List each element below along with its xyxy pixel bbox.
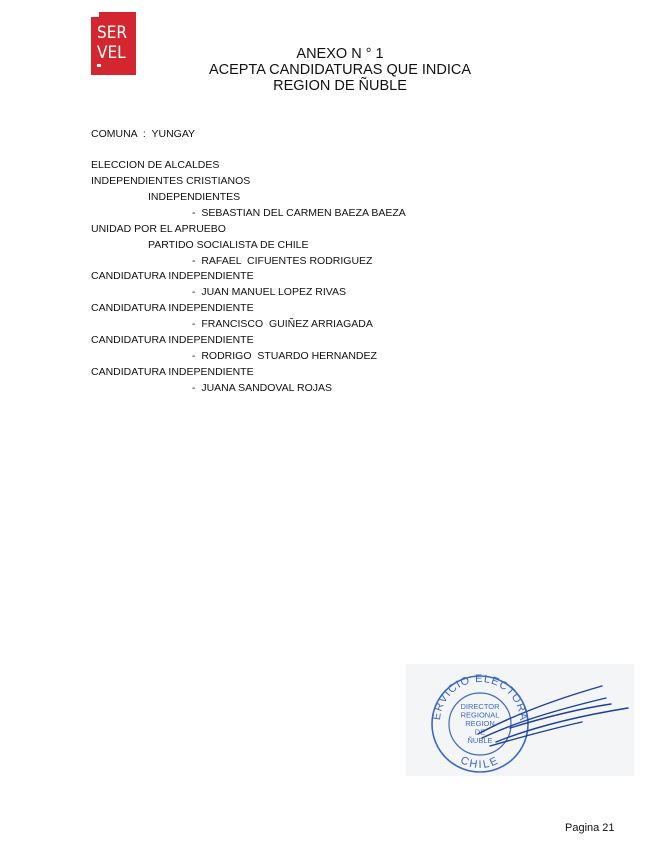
candidate-name: - RODRIGO STUARDO HERNANDEZ bbox=[192, 349, 377, 362]
pact-name: CANDIDATURA INDEPENDIENTE bbox=[91, 270, 254, 283]
stamp-center-line: DIRECTOR bbox=[460, 702, 500, 711]
signature bbox=[478, 686, 628, 746]
logo-underline bbox=[97, 64, 101, 67]
pact-name: UNIDAD POR EL APRUEBO bbox=[91, 222, 226, 235]
pact-name: CANDIDATURA INDEPENDIENTE bbox=[91, 302, 254, 315]
stamp-ring-bottom: CHILE bbox=[458, 754, 502, 772]
stamp-signature-area bbox=[406, 664, 634, 776]
candidate-name: - JUANA SANDOVAL ROJAS bbox=[192, 381, 333, 394]
candidate-name: - SEBASTIAN DEL CARMEN BAEZA BAEZA bbox=[192, 206, 406, 219]
annex-subtitle: ACEPTA CANDIDATURAS QUE INDICA bbox=[208, 62, 472, 78]
stamp-center-line: REGION bbox=[465, 719, 495, 728]
stamp-center-line: DE bbox=[474, 727, 486, 737]
logo-line-1: SER bbox=[97, 23, 127, 43]
stamp-center-line: ÑUBLE bbox=[467, 736, 493, 745]
svg-text:CHILE bbox=[458, 754, 501, 771]
page-number: Pagina 21 bbox=[565, 822, 615, 834]
candidate-name: - FRANCISCO GUIÑEZ ARRIAGADA bbox=[192, 318, 373, 331]
logo-line-2: VEL bbox=[97, 43, 126, 63]
stamp-center-line: REGIONAL bbox=[460, 710, 500, 720]
annex-region: REGION DE ÑUBLE bbox=[273, 78, 407, 94]
servel-logo bbox=[91, 12, 136, 75]
candidate-name: - JUAN MANUEL LOPEZ RIVAS bbox=[192, 286, 347, 299]
comuna-line: COMUNA : YUNGAY bbox=[91, 128, 196, 140]
pact-name: INDEPENDIENTES CRISTIANOS bbox=[91, 175, 251, 187]
candidate-name: - RAFAEL CIFUENTES RODRIGUEZ bbox=[192, 254, 373, 267]
pact-name: CANDIDATURA INDEPENDIENTE bbox=[91, 365, 254, 378]
annex-title: ANEXO N ° 1 bbox=[296, 46, 384, 62]
party-name: INDEPENDIENTES bbox=[148, 190, 241, 203]
party-name: PARTIDO SOCIALISTA DE CHILE bbox=[148, 238, 309, 251]
logo-tick bbox=[91, 12, 99, 17]
pact-name: CANDIDATURA INDEPENDIENTE bbox=[91, 334, 254, 346]
stamp-ring-top: ERVICIO ELECTORA bbox=[430, 672, 530, 722]
official-stamp bbox=[406, 664, 634, 776]
election-type: ELECCION DE ALCALDES bbox=[91, 159, 220, 171]
